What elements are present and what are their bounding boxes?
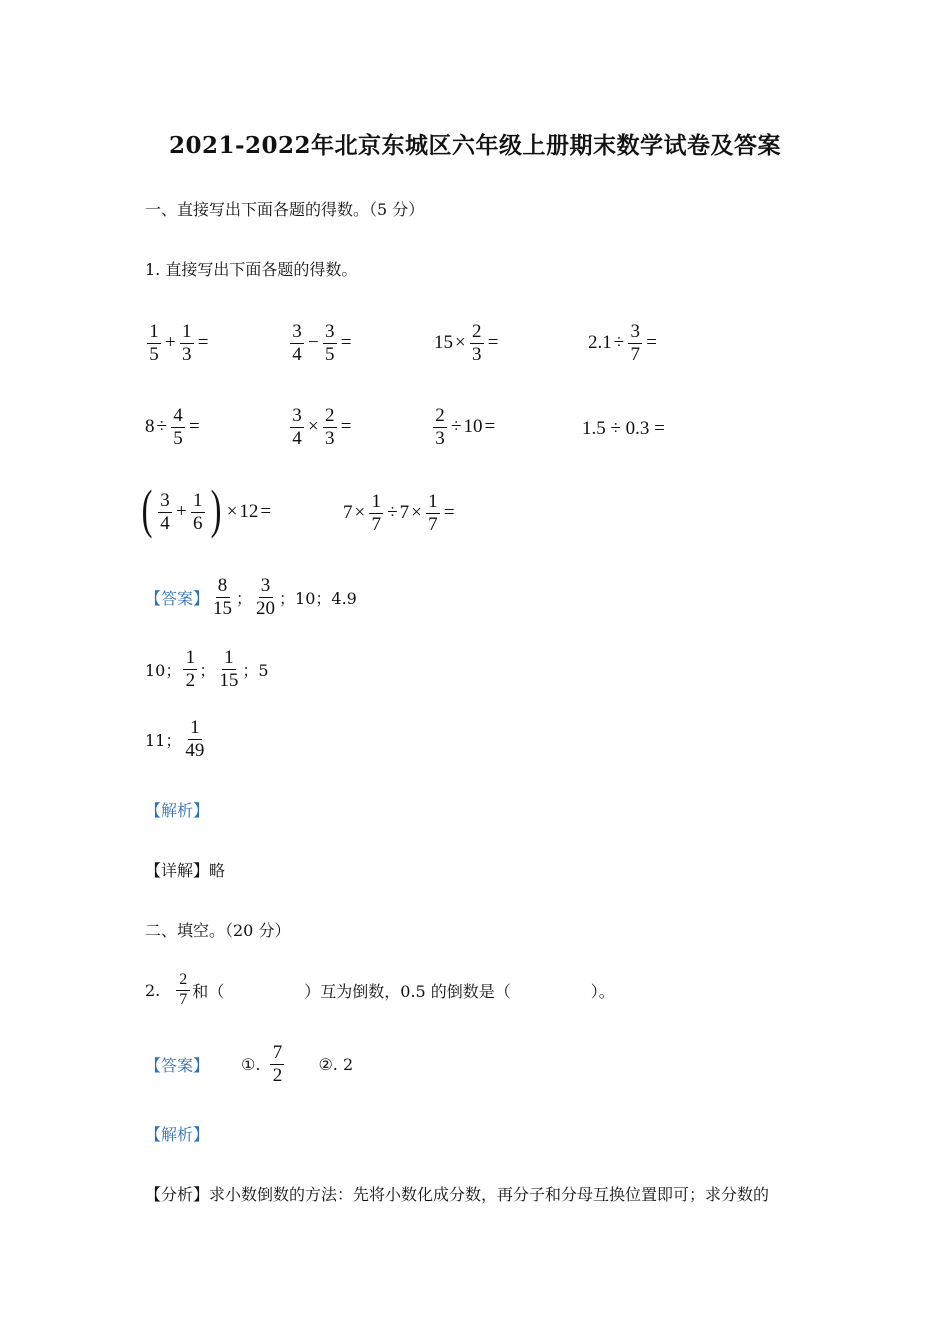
- fraction: $\frac{2}{3}$: [323, 406, 337, 449]
- expr-6: $\frac{3}{4}$ × $\frac{2}{3}$ =: [288, 406, 353, 449]
- answer-line-1: 【答案】 $\frac{8}{15}$ ； $\frac{3}{20}$ ；10；4.9: [145, 575, 357, 619]
- section-2-heading: 二、填空。（20 分）: [145, 921, 291, 940]
- fraction: $\frac{2}{7}$: [176, 972, 190, 1009]
- expr-5: 8 ÷ $\frac{4}{5}$ =: [145, 405, 200, 449]
- fraction: $\frac{1}{3}$: [180, 322, 194, 365]
- fraction: $\frac{1}{6}$: [191, 491, 205, 534]
- fraction: $\frac{1}{15}$: [219, 647, 239, 691]
- fraction: $\frac{3}{4}$: [158, 491, 172, 534]
- page-title: 2021-2022年北京东城区六年级上册期末数学试卷及答案: [168, 132, 782, 159]
- expr-7: $\frac{2}{3}$ ÷ 10 =: [431, 406, 497, 449]
- fraction: $\frac{4}{5}$: [171, 406, 185, 449]
- expr-2: $\frac{3}{4}$ − $\frac{3}{5}$ =: [288, 322, 353, 365]
- fraction: $\frac{8}{15}$: [213, 575, 233, 619]
- expr-4: 2.1 ÷ $\frac{3}{7}$ =: [588, 321, 657, 365]
- expr-3: 15 × $\frac{2}{3}$ =: [434, 321, 499, 365]
- expr-9: ( $\frac{3}{4}$ + $\frac{1}{6}$ ) × 12 =: [141, 479, 272, 539]
- question-2: 2. $\frac{2}{7}$ 和（ ）互为倒数，0.5 的倒数是（ ）。: [145, 971, 615, 1008]
- fraction: $\frac{1}{2}$: [183, 648, 197, 691]
- analysis-label-2: 【解析】: [145, 1125, 210, 1144]
- fraction: $\frac{1}{7}$: [426, 492, 440, 535]
- fraction: $\frac{3}{20}$: [256, 575, 276, 619]
- answer-line-2: 10； $\frac{1}{2}$ ； $\frac{1}{15}$ ；5: [145, 647, 269, 691]
- expr-1: $\frac{1}{5}$ + $\frac{1}{3}$ =: [145, 322, 210, 365]
- question-1-stem: 1. 直接写出下面各题的得数。: [145, 260, 358, 279]
- section-1-heading: 一、直接写出下面各题的得数。（5 分）: [145, 200, 425, 219]
- detail-text: 【详解】略: [145, 861, 226, 880]
- fraction: $\frac{3}{4}$: [290, 406, 304, 449]
- fraction: $\frac{3}{5}$: [323, 322, 337, 365]
- question-2-answer: 【答案】 ①. $\frac{7}{2}$ ②. 2: [145, 1042, 354, 1086]
- answer-label: 【答案】: [145, 588, 210, 608]
- answer-line-3: 11； $\frac{1}{49}$: [145, 717, 205, 761]
- answer-label: 【答案】: [145, 1055, 210, 1075]
- fraction: $\frac{3}{4}$: [290, 322, 304, 365]
- fraction: $\frac{1}{7}$: [369, 492, 383, 535]
- fraction: $\frac{2}{3}$: [470, 322, 484, 365]
- fraction: $\frac{7}{2}$: [270, 1043, 284, 1086]
- expr-8: 1.5 ÷ 0.3 =: [582, 418, 665, 439]
- analysis-label: 【解析】: [145, 801, 210, 820]
- expr-10: 7 × $\frac{1}{7}$ ÷ 7 × $\frac{1}{7}$ =: [343, 491, 455, 535]
- analysis-text: 【分析】求小数倒数的方法：先将小数化成分数，再分子和分母互换位置即可；求分数的: [145, 1185, 770, 1204]
- fraction: $\frac{1}{49}$: [185, 717, 205, 761]
- fraction: $\frac{3}{7}$: [628, 322, 642, 365]
- fraction: $\frac{1}{5}$: [147, 322, 161, 365]
- fraction: $\frac{2}{3}$: [433, 406, 447, 449]
